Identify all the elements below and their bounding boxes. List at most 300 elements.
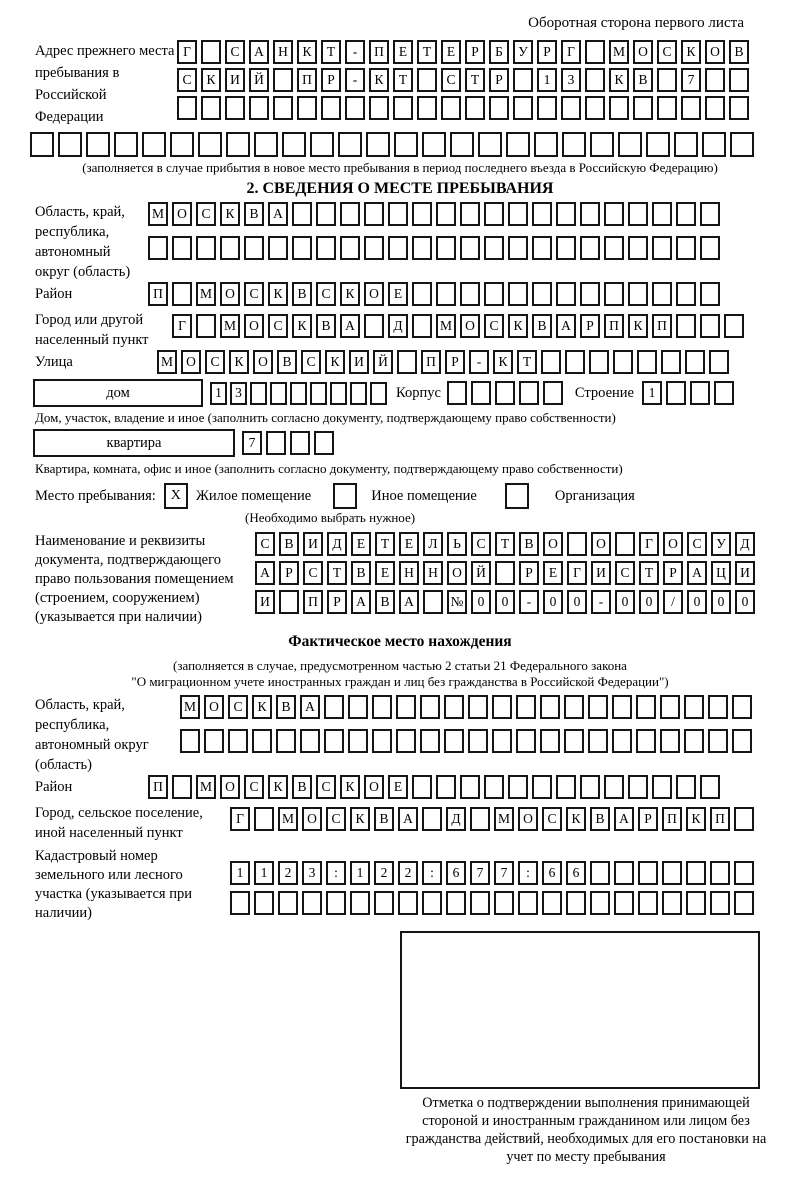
grid-cell[interactable]: Е	[441, 40, 461, 64]
grid-cell[interactable]: 7	[494, 861, 514, 885]
grid-cell[interactable]	[114, 132, 138, 157]
grid-cell[interactable]: С	[615, 561, 635, 585]
grid-cell[interactable]	[734, 861, 754, 885]
grid-cell[interactable]: О	[705, 40, 725, 64]
grid-cell[interactable]: Е	[399, 532, 419, 556]
grid-cell[interactable]	[412, 236, 432, 260]
grid-cell[interactable]	[250, 382, 267, 405]
grid-cell[interactable]	[661, 350, 681, 374]
grid-cell[interactable]	[444, 695, 464, 719]
grid-cell[interactable]	[398, 891, 418, 915]
grid-cell[interactable]: 6	[542, 861, 562, 885]
grid-cell[interactable]	[556, 282, 576, 306]
grid-cell[interactable]	[321, 96, 341, 120]
grid-cell[interactable]: В	[316, 314, 336, 338]
grid-cell[interactable]	[489, 96, 509, 120]
grid-cell[interactable]: В	[244, 202, 264, 226]
grid-cell[interactable]: Е	[388, 775, 408, 799]
grid-cell[interactable]: Й	[373, 350, 393, 374]
grid-cell[interactable]: С	[484, 314, 504, 338]
grid-cell[interactable]	[310, 382, 327, 405]
grid-cell[interactable]	[370, 382, 387, 405]
grid-cell[interactable]	[541, 350, 561, 374]
grid-cell[interactable]	[198, 132, 222, 157]
grid-cell[interactable]: И	[255, 590, 275, 614]
grid-cell[interactable]	[417, 96, 437, 120]
grid-cell[interactable]: Р	[519, 561, 539, 585]
grid-cell[interactable]	[684, 695, 704, 719]
grid-cell[interactable]: В	[519, 532, 539, 556]
grid-cell[interactable]: К	[369, 68, 389, 92]
grid-cell[interactable]	[588, 695, 608, 719]
grid-cell[interactable]: П	[652, 314, 672, 338]
grid-cell[interactable]: 1	[537, 68, 557, 92]
grid-cell[interactable]: В	[277, 350, 297, 374]
grid-cell[interactable]	[604, 236, 624, 260]
grid-cell[interactable]: С	[326, 807, 346, 831]
grid-cell[interactable]	[686, 861, 706, 885]
grid-cell[interactable]: 0	[639, 590, 659, 614]
grid-cell[interactable]	[244, 236, 264, 260]
grid-cell[interactable]	[676, 202, 696, 226]
grid-cell[interactable]	[492, 729, 512, 753]
grid-cell[interactable]: О	[447, 561, 467, 585]
grid-cell[interactable]	[180, 729, 200, 753]
grid-cell[interactable]	[340, 202, 360, 226]
grid-cell[interactable]	[228, 729, 248, 753]
grid-cell[interactable]: Т	[393, 68, 413, 92]
grid-cell[interactable]: Г	[172, 314, 192, 338]
grid-cell[interactable]	[700, 282, 720, 306]
grid-cell[interactable]: -	[345, 40, 365, 64]
grid-cell[interactable]: А	[687, 561, 707, 585]
grid-cell[interactable]	[396, 695, 416, 719]
grid-cell[interactable]: 3	[302, 861, 322, 885]
grid-cell[interactable]	[628, 282, 648, 306]
grid-cell[interactable]: К	[628, 314, 648, 338]
grid-cell[interactable]	[590, 861, 610, 885]
grid-cell[interactable]: Т	[417, 40, 437, 64]
grid-cell[interactable]: -	[469, 350, 489, 374]
grid-cell[interactable]	[254, 891, 274, 915]
grid-cell[interactable]	[724, 314, 744, 338]
grid-cell[interactable]	[676, 775, 696, 799]
grid-cell[interactable]	[636, 729, 656, 753]
grid-cell[interactable]: В	[532, 314, 552, 338]
grid-cell[interactable]	[710, 861, 730, 885]
grid-cell[interactable]	[618, 132, 642, 157]
grid-cell[interactable]	[142, 132, 166, 157]
grid-cell[interactable]: В	[374, 807, 394, 831]
grid-cell[interactable]: М	[436, 314, 456, 338]
grid-cell[interactable]	[686, 891, 706, 915]
grid-cell[interactable]: К	[268, 775, 288, 799]
grid-cell[interactable]	[266, 431, 286, 455]
grid-cell[interactable]	[338, 132, 362, 157]
grid-cell[interactable]	[278, 891, 298, 915]
grid-cell[interactable]: А	[255, 561, 275, 585]
grid-cell[interactable]: 0	[711, 590, 731, 614]
grid-cell[interactable]	[441, 96, 461, 120]
grid-cell[interactable]	[388, 202, 408, 226]
grid-cell[interactable]: А	[399, 590, 419, 614]
grid-cell[interactable]	[345, 96, 365, 120]
grid-cell[interactable]	[316, 202, 336, 226]
grid-cell[interactable]: Р	[663, 561, 683, 585]
grid-cell[interactable]: П	[369, 40, 389, 64]
grid-cell[interactable]: В	[276, 695, 296, 719]
grid-cell[interactable]	[460, 282, 480, 306]
grid-cell[interactable]	[685, 350, 705, 374]
grid-cell[interactable]	[468, 729, 488, 753]
grid-cell[interactable]	[585, 96, 605, 120]
grid-cell[interactable]	[612, 695, 632, 719]
grid-cell[interactable]: К	[252, 695, 272, 719]
grid-cell[interactable]	[350, 382, 367, 405]
grid-cell[interactable]: 1	[230, 861, 250, 885]
grid-cell[interactable]	[276, 729, 296, 753]
grid-cell[interactable]	[674, 132, 698, 157]
grid-cell[interactable]	[506, 132, 530, 157]
grid-cell[interactable]: -	[519, 590, 539, 614]
grid-cell[interactable]: С	[228, 695, 248, 719]
grid-cell[interactable]: 6	[566, 861, 586, 885]
grid-cell[interactable]	[412, 775, 432, 799]
grid-cell[interactable]: О	[204, 695, 224, 719]
grid-cell[interactable]: К	[493, 350, 513, 374]
grid-cell[interactable]	[676, 236, 696, 260]
grid-cell[interactable]	[279, 590, 299, 614]
grid-cell[interactable]	[590, 132, 614, 157]
grid-cell[interactable]	[636, 695, 656, 719]
grid-cell[interactable]: О	[460, 314, 480, 338]
grid-cell[interactable]	[393, 96, 413, 120]
grid-cell[interactable]: :	[326, 861, 346, 885]
grid-cell[interactable]: Н	[399, 561, 419, 585]
grid-cell[interactable]: П	[148, 775, 168, 799]
apartment-box-label[interactable]: квартира	[33, 429, 235, 457]
grid-cell[interactable]	[314, 431, 334, 455]
grid-cell[interactable]: 0	[543, 590, 563, 614]
confirmation-stamp-box[interactable]	[400, 931, 760, 1089]
grid-cell[interactable]: 2	[278, 861, 298, 885]
grid-cell[interactable]	[172, 236, 192, 260]
grid-cell[interactable]	[543, 381, 563, 405]
grid-cell[interactable]: Е	[388, 282, 408, 306]
grid-cell[interactable]	[177, 96, 197, 120]
grid-cell[interactable]	[684, 729, 704, 753]
grid-cell[interactable]: С	[471, 532, 491, 556]
grid-cell[interactable]	[420, 729, 440, 753]
grid-cell[interactable]: В	[633, 68, 653, 92]
grid-cell[interactable]	[330, 382, 347, 405]
grid-cell[interactable]	[513, 96, 533, 120]
grid-cell[interactable]: С	[542, 807, 562, 831]
grid-cell[interactable]	[702, 132, 726, 157]
grid-cell[interactable]: Р	[465, 40, 485, 64]
grid-cell[interactable]: 1	[642, 381, 662, 405]
grid-cell[interactable]	[604, 202, 624, 226]
grid-cell[interactable]	[609, 96, 629, 120]
grid-cell[interactable]: С	[441, 68, 461, 92]
grid-cell[interactable]	[562, 132, 586, 157]
grid-cell[interactable]	[204, 729, 224, 753]
grid-cell[interactable]: И	[225, 68, 245, 92]
grid-cell[interactable]: М	[180, 695, 200, 719]
grid-cell[interactable]: А	[300, 695, 320, 719]
grid-cell[interactable]	[516, 695, 536, 719]
grid-cell[interactable]	[316, 236, 336, 260]
grid-cell[interactable]	[369, 96, 389, 120]
grid-cell[interactable]: Т	[495, 532, 515, 556]
grid-cell[interactable]: С	[196, 202, 216, 226]
grid-cell[interactable]	[580, 282, 600, 306]
grid-cell[interactable]	[540, 729, 560, 753]
grid-cell[interactable]: В	[292, 775, 312, 799]
grid-cell[interactable]: О	[181, 350, 201, 374]
grid-cell[interactable]: 0	[687, 590, 707, 614]
grid-cell[interactable]	[638, 861, 658, 885]
grid-cell[interactable]	[254, 807, 274, 831]
grid-cell[interactable]	[604, 282, 624, 306]
grid-cell[interactable]	[652, 202, 672, 226]
grid-cell[interactable]: И	[349, 350, 369, 374]
grid-cell[interactable]	[652, 236, 672, 260]
grid-cell[interactable]: 0	[567, 590, 587, 614]
grid-cell[interactable]: К	[297, 40, 317, 64]
grid-cell[interactable]: О	[591, 532, 611, 556]
grid-cell[interactable]: М	[196, 775, 216, 799]
grid-cell[interactable]: К	[508, 314, 528, 338]
grid-cell[interactable]	[290, 431, 310, 455]
grid-cell[interactable]: П	[148, 282, 168, 306]
grid-cell[interactable]: М	[148, 202, 168, 226]
grid-cell[interactable]	[556, 775, 576, 799]
grid-cell[interactable]: О	[244, 314, 264, 338]
grid-cell[interactable]	[556, 202, 576, 226]
grid-cell[interactable]	[471, 381, 491, 405]
grid-cell[interactable]: 7	[681, 68, 701, 92]
grid-cell[interactable]: Г	[567, 561, 587, 585]
grid-cell[interactable]	[628, 202, 648, 226]
grid-cell[interactable]	[270, 382, 287, 405]
grid-cell[interactable]: П	[421, 350, 441, 374]
grid-cell[interactable]: Д	[446, 807, 466, 831]
grid-cell[interactable]	[652, 282, 672, 306]
grid-cell[interactable]	[676, 314, 696, 338]
grid-cell[interactable]	[436, 202, 456, 226]
grid-cell[interactable]: 0	[615, 590, 635, 614]
grid-cell[interactable]	[460, 202, 480, 226]
grid-cell[interactable]	[423, 590, 443, 614]
grid-cell[interactable]	[420, 695, 440, 719]
grid-cell[interactable]	[534, 132, 558, 157]
grid-cell[interactable]	[484, 202, 504, 226]
grid-cell[interactable]	[196, 314, 216, 338]
grid-cell[interactable]: Й	[471, 561, 491, 585]
grid-cell[interactable]: К	[268, 282, 288, 306]
grid-cell[interactable]	[372, 729, 392, 753]
grid-cell[interactable]	[690, 381, 710, 405]
grid-cell[interactable]	[460, 775, 480, 799]
grid-cell[interactable]: О	[220, 775, 240, 799]
grid-cell[interactable]: И	[591, 561, 611, 585]
grid-cell[interactable]	[567, 532, 587, 556]
grid-cell[interactable]: А	[351, 590, 371, 614]
grid-cell[interactable]	[172, 282, 192, 306]
grid-cell[interactable]	[700, 775, 720, 799]
grid-cell[interactable]	[734, 891, 754, 915]
grid-cell[interactable]	[374, 891, 394, 915]
grid-cell[interactable]: Г	[177, 40, 197, 64]
grid-cell[interactable]	[588, 729, 608, 753]
grid-cell[interactable]: 7	[470, 861, 490, 885]
grid-cell[interactable]	[681, 96, 701, 120]
grid-cell[interactable]: К	[220, 202, 240, 226]
grid-cell[interactable]: М	[157, 350, 177, 374]
grid-cell[interactable]: Т	[327, 561, 347, 585]
grid-cell[interactable]	[388, 236, 408, 260]
grid-cell[interactable]: 3	[230, 382, 247, 405]
grid-cell[interactable]	[709, 350, 729, 374]
grid-cell[interactable]	[508, 202, 528, 226]
grid-cell[interactable]: С	[301, 350, 321, 374]
grid-cell[interactable]: Н	[273, 40, 293, 64]
grid-cell[interactable]: О	[364, 282, 384, 306]
grid-cell[interactable]	[226, 132, 250, 157]
grid-cell[interactable]: Е	[351, 532, 371, 556]
grid-cell[interactable]: А	[268, 202, 288, 226]
grid-cell[interactable]: В	[351, 561, 371, 585]
grid-cell[interactable]: Т	[465, 68, 485, 92]
grid-cell[interactable]	[484, 775, 504, 799]
grid-cell[interactable]	[348, 729, 368, 753]
grid-cell[interactable]: О	[220, 282, 240, 306]
grid-cell[interactable]: И	[303, 532, 323, 556]
grid-cell[interactable]	[532, 282, 552, 306]
grid-cell[interactable]	[700, 202, 720, 226]
grid-cell[interactable]: С	[244, 775, 264, 799]
grid-cell[interactable]	[589, 350, 609, 374]
grid-cell[interactable]	[532, 236, 552, 260]
grid-cell[interactable]	[542, 891, 562, 915]
grid-cell[interactable]: К	[340, 775, 360, 799]
grid-cell[interactable]: П	[604, 314, 624, 338]
grid-cell[interactable]: О	[253, 350, 273, 374]
grid-cell[interactable]: С	[205, 350, 225, 374]
grid-cell[interactable]	[657, 68, 677, 92]
grid-cell[interactable]: Т	[639, 561, 659, 585]
grid-cell[interactable]	[646, 132, 670, 157]
grid-cell[interactable]	[225, 96, 245, 120]
grid-cell[interactable]	[372, 695, 392, 719]
grid-cell[interactable]: Л	[423, 532, 443, 556]
grid-cell[interactable]	[364, 236, 384, 260]
grid-cell[interactable]	[730, 132, 754, 157]
grid-cell[interactable]: Т	[375, 532, 395, 556]
grid-cell[interactable]	[657, 96, 677, 120]
grid-cell[interactable]: Й	[249, 68, 269, 92]
grid-cell[interactable]: С	[225, 40, 245, 64]
grid-cell[interactable]	[364, 202, 384, 226]
grid-cell[interactable]: А	[614, 807, 634, 831]
grid-cell[interactable]: С	[316, 282, 336, 306]
grid-cell[interactable]: О	[518, 807, 538, 831]
grid-cell[interactable]	[710, 891, 730, 915]
grid-cell[interactable]	[292, 236, 312, 260]
grid-cell[interactable]: 0	[495, 590, 515, 614]
grid-cell[interactable]: П	[710, 807, 730, 831]
grid-cell[interactable]	[729, 96, 749, 120]
grid-cell[interactable]	[412, 282, 432, 306]
grid-cell[interactable]	[326, 891, 346, 915]
grid-cell[interactable]: -	[591, 590, 611, 614]
grid-cell[interactable]	[86, 132, 110, 157]
grid-cell[interactable]	[561, 96, 581, 120]
grid-cell[interactable]	[700, 236, 720, 260]
grid-cell[interactable]: 3	[561, 68, 581, 92]
grid-cell[interactable]: А	[398, 807, 418, 831]
grid-cell[interactable]: К	[681, 40, 701, 64]
grid-cell[interactable]	[484, 282, 504, 306]
grid-cell[interactable]	[652, 775, 672, 799]
grid-cell[interactable]	[340, 236, 360, 260]
stay-option-other-checkbox[interactable]	[333, 483, 357, 509]
grid-cell[interactable]	[705, 96, 725, 120]
grid-cell[interactable]	[633, 96, 653, 120]
grid-cell[interactable]: Р	[580, 314, 600, 338]
grid-cell[interactable]	[350, 891, 370, 915]
grid-cell[interactable]: Т	[517, 350, 537, 374]
grid-cell[interactable]	[412, 202, 432, 226]
grid-cell[interactable]	[470, 807, 490, 831]
grid-cell[interactable]: А	[556, 314, 576, 338]
grid-cell[interactable]: Г	[639, 532, 659, 556]
grid-cell[interactable]: 7	[242, 431, 262, 455]
grid-cell[interactable]: О	[302, 807, 322, 831]
grid-cell[interactable]	[348, 695, 368, 719]
grid-cell[interactable]: С	[255, 532, 275, 556]
grid-cell[interactable]: /	[663, 590, 683, 614]
grid-cell[interactable]	[249, 96, 269, 120]
grid-cell[interactable]	[614, 861, 634, 885]
grid-cell[interactable]	[273, 96, 293, 120]
grid-cell[interactable]	[422, 132, 446, 157]
grid-cell[interactable]	[564, 729, 584, 753]
grid-cell[interactable]	[447, 381, 467, 405]
grid-cell[interactable]	[604, 775, 624, 799]
grid-cell[interactable]	[422, 891, 442, 915]
grid-cell[interactable]	[450, 132, 474, 157]
grid-cell[interactable]	[268, 236, 288, 260]
grid-cell[interactable]	[532, 775, 552, 799]
grid-cell[interactable]	[196, 236, 216, 260]
grid-cell[interactable]	[580, 236, 600, 260]
grid-cell[interactable]	[508, 236, 528, 260]
grid-cell[interactable]	[614, 891, 634, 915]
grid-cell[interactable]	[518, 891, 538, 915]
grid-cell[interactable]	[734, 807, 754, 831]
grid-cell[interactable]: К	[292, 314, 312, 338]
grid-cell[interactable]	[436, 775, 456, 799]
grid-cell[interactable]: С	[244, 282, 264, 306]
grid-cell[interactable]	[585, 68, 605, 92]
grid-cell[interactable]: А	[249, 40, 269, 64]
grid-cell[interactable]: О	[364, 775, 384, 799]
grid-cell[interactable]: Д	[735, 532, 755, 556]
grid-cell[interactable]: В	[590, 807, 610, 831]
grid-cell[interactable]: Р	[279, 561, 299, 585]
